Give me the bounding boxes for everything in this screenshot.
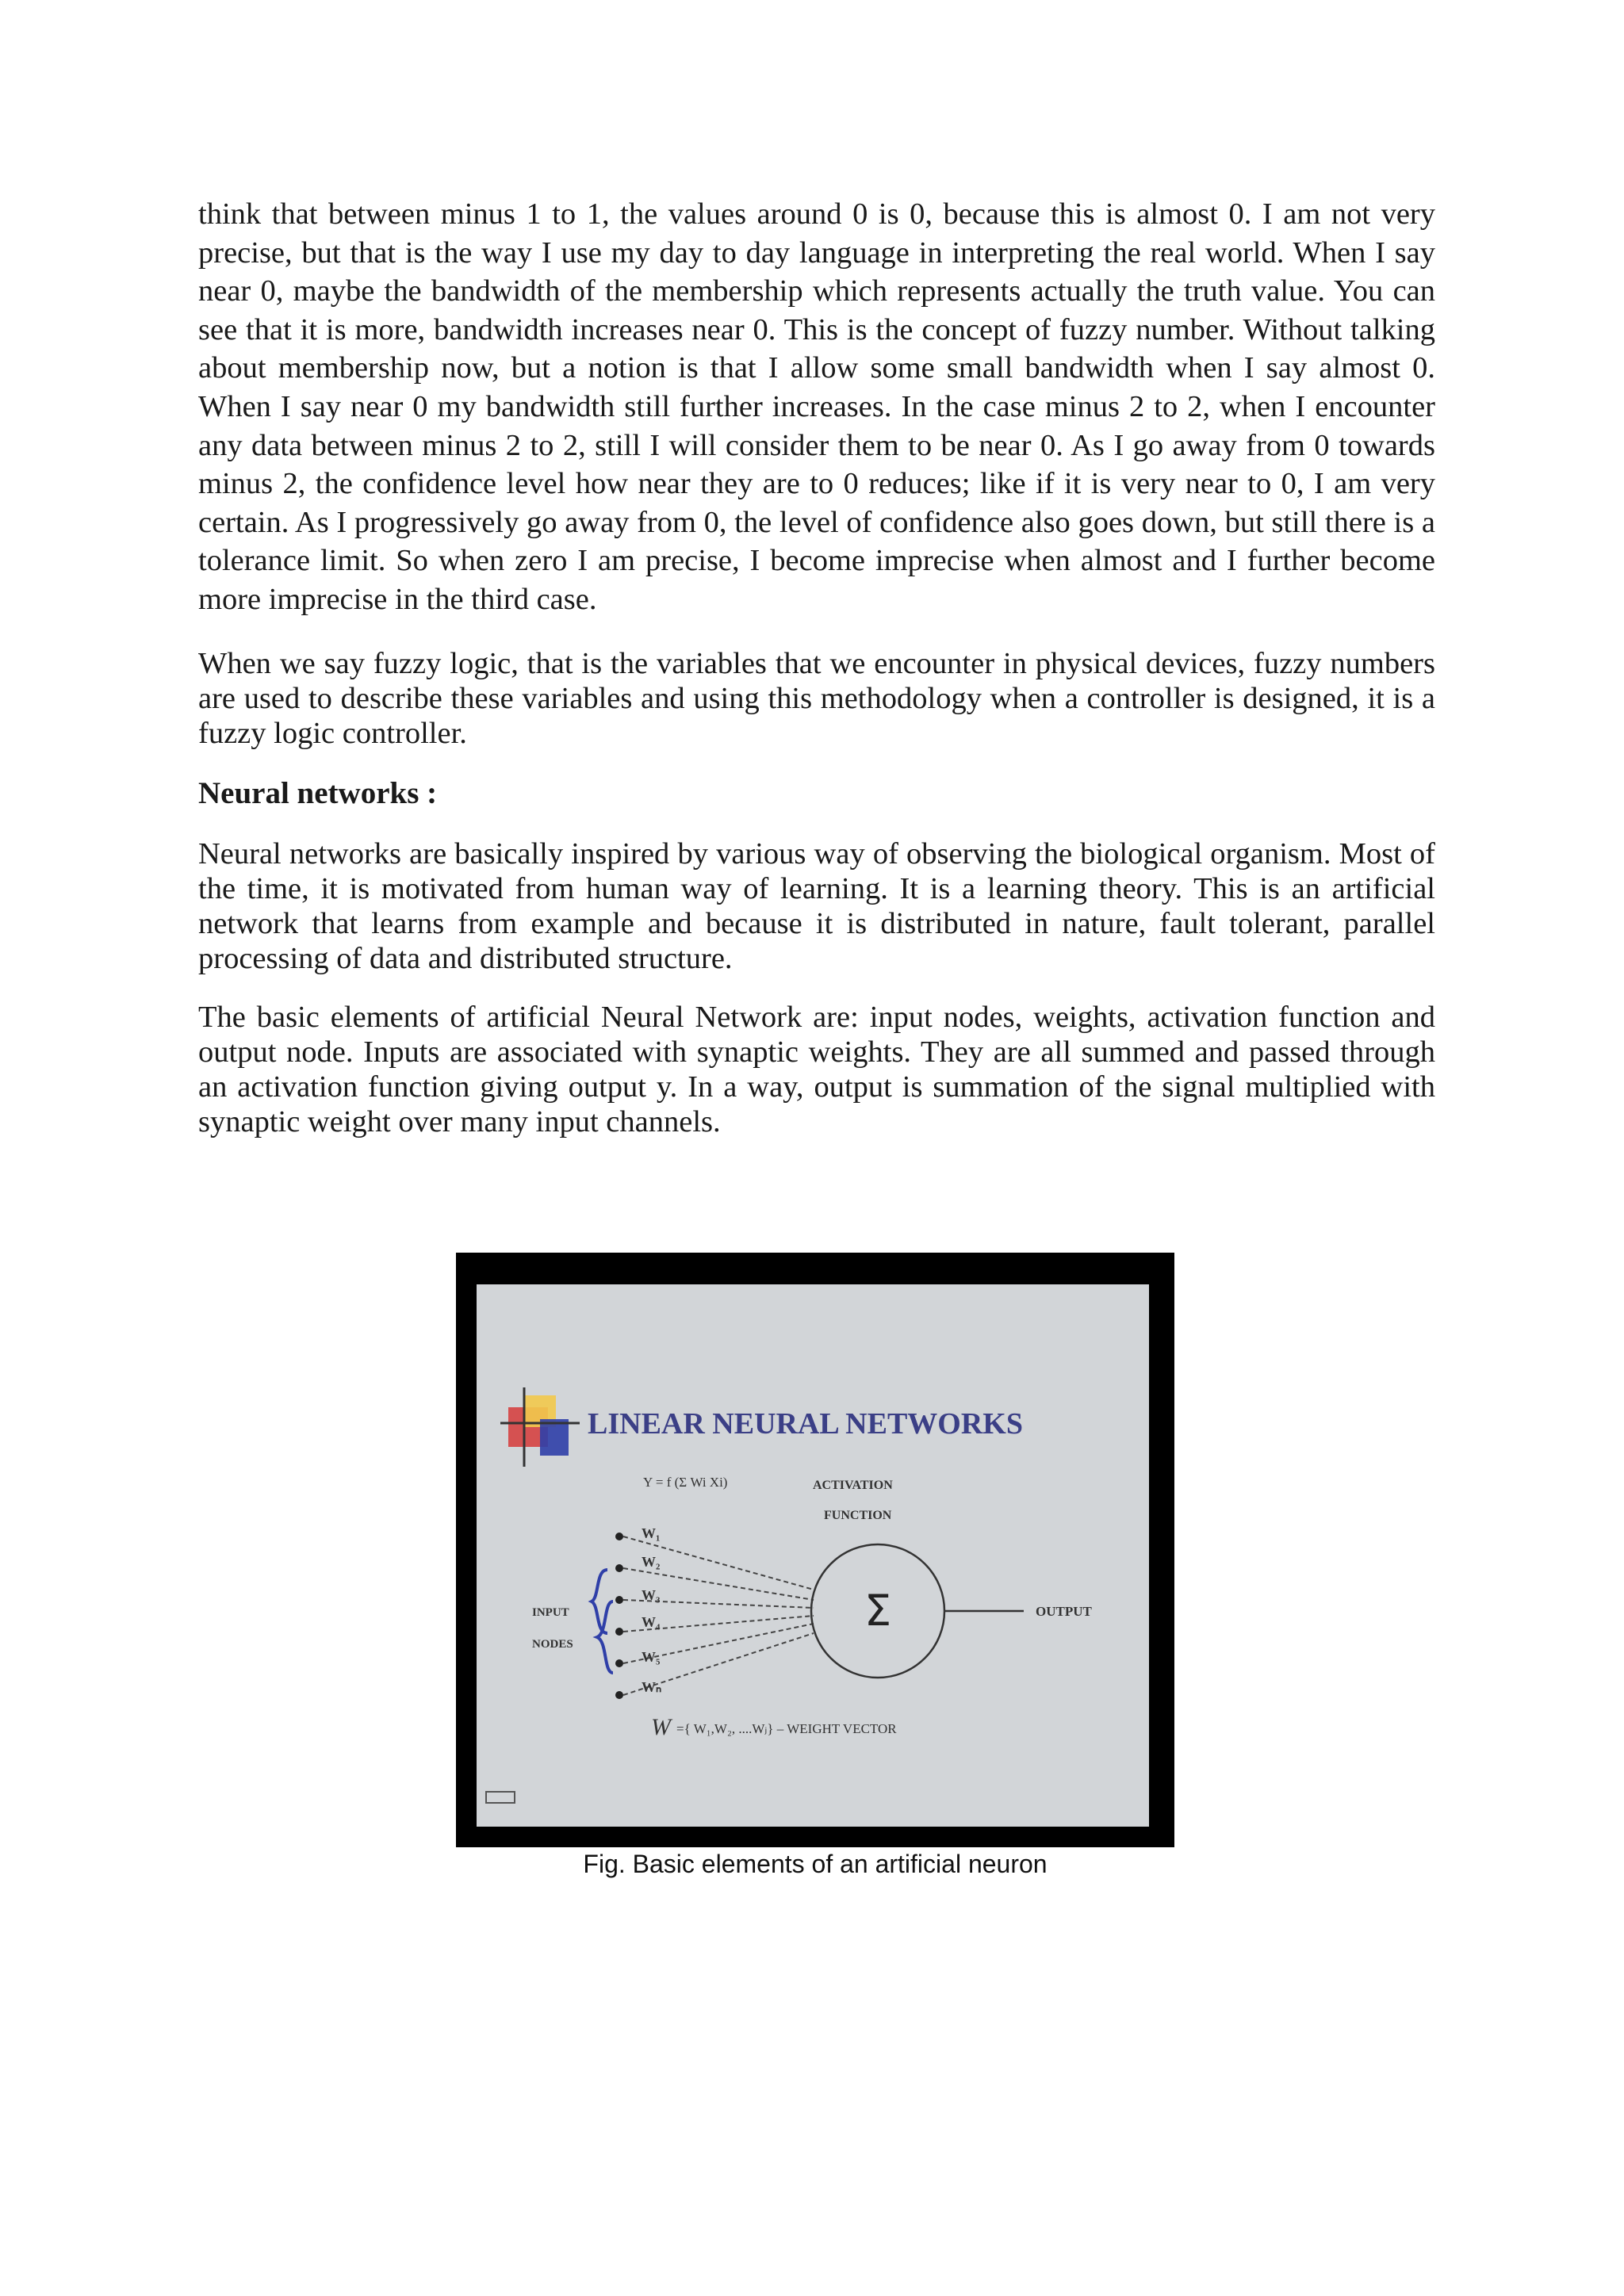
input-nodes-label-line1: INPUT [532, 1606, 569, 1619]
brace-blue-lower-icon [597, 1601, 613, 1673]
figure-linear-neural-network [456, 1253, 1174, 1847]
slide-image [477, 1284, 1149, 1827]
weight-label-wn: Wₙ [642, 1679, 662, 1695]
weight-label-w5: W₅ [642, 1649, 661, 1665]
section-heading-neural-networks: Neural networks : [198, 775, 438, 810]
weight-label-w2: W₂ [642, 1554, 661, 1570]
weight-label-w4: W₄ [642, 1614, 661, 1630]
weight-label-w1: W₁ [642, 1525, 661, 1541]
paragraph-fuzzy-bandwidth: think that between minus 1 to 1, the values around 0 is 0, because this is almost 0. I am not very precise, but that is the way I use my day to day language in interpreting the real world. When I say near 0, maybe the bandwidth of the membership which represents actually the truth value. You can see that it is more, bandwidth increases near 0. This is the concept of fuzzy number. Without talking about membership now, but a notion is that I allow some small bandwidth when I say almost 0. When I say near 0 my bandwidth still further increases. In the case minus 2 to 2, when I encounter any data between minus 2 to 2, still I will consider them to be near 0. As I go away from 0 towards minus 2, the confidence level how near they are to 0 reduces; like if it is very near to 0, I am very certain. As I progressively go away from 0, the level of confidence also goes down, but still there is a tolerance limit. So when zero I am precise, I become imprecise when almost and I further become more imprecise in the third case. [198, 197, 1435, 616]
document-body [198, 195, 1435, 1139]
weight-vector-symbol: W [651, 1714, 671, 1740]
input-node-dots [615, 1533, 623, 1699]
activation-label-line1: ACTIVATION [813, 1479, 893, 1492]
slide-logo-icon [500, 1387, 580, 1467]
sigma-symbol: Σ [864, 1586, 892, 1636]
paragraph-fuzzy-logic: When we say fuzzy logic, that is the variables that we encounter in physical devices, fuzzy numbers are used to describe these variables and using this methodology when a controller is designed, it is a fuzzy logic controller. [198, 646, 1435, 750]
paragraph-neural-elements: The basic elements of artificial Neural Network are: input nodes, weights, activation function and output node. Inputs are associated with synaptic weights. They are all summed and passed through an activation function giving output y. In a way, output is summation of the signal multiplied with synaptic weight over many input channels. [198, 1000, 1435, 1138]
slide-corner-icon [486, 1792, 515, 1803]
figure-caption: Fig. Basic elements of an artificial neuron [583, 1850, 1048, 1878]
input-nodes-label-line2: NODES [532, 1638, 573, 1651]
weight-vector-label: ={ W₁,W₂, ....Wⱼ} – WEIGHT VECTOR [676, 1721, 897, 1736]
output-label: OUTPUT [1036, 1604, 1092, 1619]
neuron-diagram [477, 1284, 1149, 1827]
activation-label-line2: FUNCTION [824, 1509, 892, 1522]
weight-label-w3: W₃ [642, 1587, 661, 1603]
equation-label: Y = f (Σ Wi Xi) [643, 1475, 728, 1490]
slide-title: LINEAR NEURAL NETWORKS [588, 1407, 1023, 1441]
paragraph-neural-intro: Neural networks are basically inspired by various way of observing the biological organism. Most of the time, it is motivated from human way of learning. It is a learning theory. This is an artificial network that learns from example and because it is distributed in nature, fault tolerant, parallel processing of data and distributed structure. [198, 836, 1435, 975]
